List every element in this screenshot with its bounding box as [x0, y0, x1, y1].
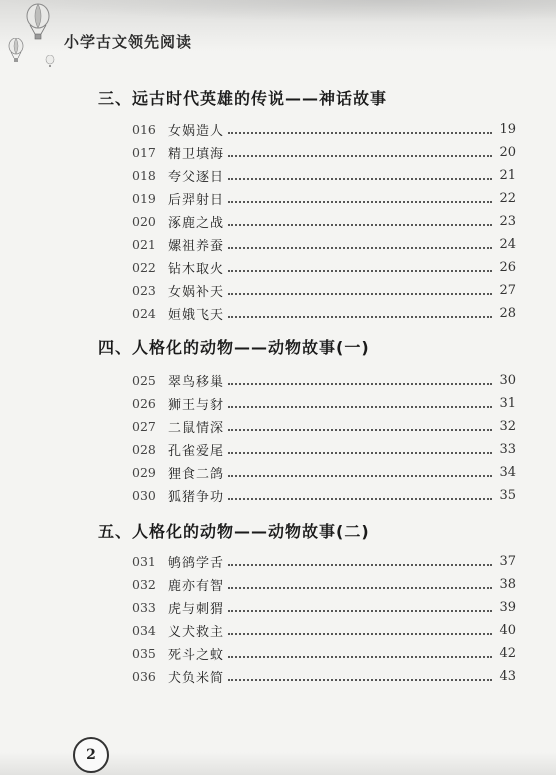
entry-title: 狸食二鸽: [168, 466, 225, 482]
entry-title: 女娲造人: [168, 123, 225, 139]
entry-page: 22: [499, 190, 516, 206]
toc-entry[interactable]: [132, 303, 516, 323]
entry-page: 38: [499, 576, 516, 592]
dot-leader: [228, 428, 492, 431]
entry-title: 女娲补天: [168, 284, 225, 300]
entry-number: 017: [132, 144, 156, 160]
entry-page: 26: [499, 259, 516, 275]
entry-title: 涿鹿之战: [168, 215, 225, 231]
entry-page: 39: [499, 599, 516, 615]
entry-number: 031: [132, 553, 156, 569]
toc-entry[interactable]: [132, 280, 516, 300]
book-title: 小学古文领先阅读: [64, 33, 193, 51]
entry-page: 33: [499, 441, 516, 457]
dot-leader: [228, 200, 492, 203]
entry-number: 032: [132, 576, 156, 592]
entry-number: 025: [132, 372, 156, 388]
toc-entry[interactable]: [132, 666, 516, 686]
entry-title: 鸲鹆学舌: [168, 555, 225, 571]
toc-entry[interactable]: [132, 188, 516, 208]
entry-number: 024: [132, 305, 156, 321]
entry-page: 34: [499, 464, 516, 480]
entry-title: 精卫填海: [168, 146, 225, 162]
toc-entry[interactable]: [132, 643, 516, 663]
entry-title: 犬负米简: [168, 670, 225, 686]
page-number: 2: [86, 747, 96, 763]
entry-number: 027: [132, 418, 156, 434]
entry-title: 嫘祖养蚕: [168, 238, 225, 254]
entry-page: 24: [499, 236, 516, 252]
entry-title: 夸父逐日: [168, 169, 225, 185]
entry-number: 021: [132, 236, 156, 252]
toc-entry[interactable]: [132, 462, 516, 482]
entry-number: 036: [132, 668, 156, 684]
dot-leader: [228, 563, 492, 566]
toc-entry[interactable]: [132, 597, 516, 617]
toc-entry[interactable]: [132, 234, 516, 254]
entry-number: 028: [132, 441, 156, 457]
toc-entry[interactable]: [132, 142, 516, 162]
entry-number: 019: [132, 190, 156, 206]
hot-air-balloon-icon: [24, 3, 52, 43]
entry-title: 翠鸟移巢: [168, 374, 225, 390]
dot-leader: [228, 586, 492, 589]
toc-entry[interactable]: [132, 370, 516, 390]
entry-title: 二鼠情深: [168, 420, 225, 436]
entry-title: 钻木取火: [168, 261, 225, 277]
entry-number: 026: [132, 395, 156, 411]
toc-entry[interactable]: [132, 551, 516, 571]
dot-leader: [228, 678, 492, 681]
dot-leader: [228, 655, 492, 658]
dot-leader: [228, 131, 492, 134]
entry-page: 21: [499, 167, 516, 183]
dot-leader: [228, 497, 492, 500]
section-title: 三、远古时代英雄的传说——神话故事: [98, 89, 388, 108]
toc-entry[interactable]: [132, 485, 516, 505]
entry-page: 20: [499, 144, 516, 160]
page-number-badge: [73, 737, 109, 773]
entry-number: 034: [132, 622, 156, 638]
dot-leader: [228, 246, 492, 249]
dot-leader: [228, 223, 492, 226]
hot-air-balloon-tiny-icon: [45, 55, 55, 69]
dot-leader: [228, 269, 492, 272]
entry-page: 19: [499, 121, 516, 137]
entry-title: 鹿亦有智: [168, 578, 225, 594]
toc-entry[interactable]: [132, 211, 516, 231]
entry-number: 020: [132, 213, 156, 229]
entry-page: 42: [499, 645, 516, 661]
dot-leader: [228, 382, 492, 385]
entry-number: 016: [132, 121, 156, 137]
entry-page: 43: [499, 668, 516, 684]
dot-leader: [228, 451, 492, 454]
dot-leader: [228, 315, 492, 318]
entry-title: 虎与刺猬: [168, 601, 225, 617]
entry-title: 狮王与豺: [168, 397, 225, 413]
entry-page: 30: [499, 372, 516, 388]
toc-entry[interactable]: [132, 393, 516, 413]
toc-entry[interactable]: [132, 257, 516, 277]
dot-leader: [228, 292, 492, 295]
entry-page: 23: [499, 213, 516, 229]
entry-page: 31: [499, 395, 516, 411]
toc-entry[interactable]: [132, 165, 516, 185]
entry-page: 35: [499, 487, 516, 503]
entry-number: 030: [132, 487, 156, 503]
toc-entry[interactable]: [132, 416, 516, 436]
section-title: 四、人格化的动物——动物故事(一): [98, 338, 370, 357]
entry-title: 狐猪争功: [168, 489, 225, 505]
entry-number: 023: [132, 282, 156, 298]
entry-number: 029: [132, 464, 156, 480]
entry-page: 32: [499, 418, 516, 434]
entry-number: 033: [132, 599, 156, 615]
dot-leader: [228, 405, 492, 408]
entry-number: 018: [132, 167, 156, 183]
hot-air-balloon-small-icon: [7, 38, 25, 64]
toc-entry[interactable]: [132, 119, 516, 139]
entry-number: 035: [132, 645, 156, 661]
entry-title: 姮娥飞天: [168, 307, 225, 323]
entry-title: 死斗之蚊: [168, 647, 225, 663]
dot-leader: [228, 632, 492, 635]
entry-title: 义犬救主: [168, 624, 225, 640]
entry-page: 40: [499, 622, 516, 638]
toc-entry[interactable]: [132, 574, 516, 594]
entry-page: 37: [499, 553, 516, 569]
entry-number: 022: [132, 259, 156, 275]
section-title: 五、人格化的动物——动物故事(二): [98, 522, 370, 541]
entry-title: 后羿射日: [168, 192, 225, 208]
dot-leader: [228, 474, 492, 477]
toc-entry[interactable]: [132, 620, 516, 640]
dot-leader: [228, 154, 492, 157]
entry-page: 28: [499, 305, 516, 321]
dot-leader: [228, 177, 492, 180]
toc-entry[interactable]: [132, 439, 516, 459]
entry-title: 孔雀爱尾: [168, 443, 225, 459]
dot-leader: [228, 609, 492, 612]
entry-page: 27: [499, 282, 516, 298]
